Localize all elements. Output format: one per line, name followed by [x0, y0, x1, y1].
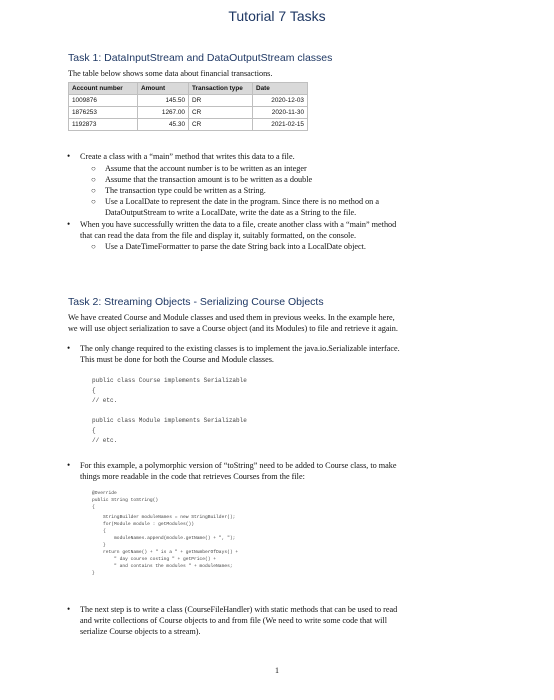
bullet-item	[67, 604, 398, 615]
page-title: Tutorial 7 Tasks	[228, 8, 326, 24]
circle-bullet-icon: ○	[91, 186, 96, 195]
bullet-continuation: serialize Course objects to a stream).	[80, 627, 201, 636]
bullet-continuation: that can read the data from the file and display it, suitably formatted, on the console.	[80, 231, 357, 240]
table-cell: 2020-11-30	[253, 107, 308, 119]
bullet-icon: •	[67, 460, 71, 470]
task2-intro-line: we will use object serialization to save a Course object (and its Modules) to file and retrieve it again.	[68, 324, 398, 333]
table-row	[69, 95, 308, 107]
task1-intro: The table below shows some data about financial transactions.	[68, 69, 273, 78]
bullet-continuation: and write collections of Course objects to and from file (We need to write some code that will	[80, 616, 387, 625]
sub-bullet-text: Use a LocalDate to represent the date in the program. Since there is no method on a	[105, 197, 379, 206]
table-row	[69, 119, 308, 131]
table-cell: 1876253	[69, 107, 138, 119]
task2-intro-line: We have created Course and Module classes and used them in previous weeks. In the example here,	[68, 313, 395, 322]
bullet-text: The next step is to write a class (CourseFileHandler) with static methods that can be used to read	[80, 605, 398, 614]
column-header: Account number	[69, 83, 138, 95]
bullet-text: For this example, a polymorphic version of “toString” need to be added to Course class, to make	[80, 461, 397, 470]
circle-bullet-icon: ○	[91, 197, 96, 206]
bullet-continuation: This must be done for both the Course and Module classes.	[80, 355, 274, 364]
sub-bullet-text: Assume that the account number is to be written as an integer	[105, 164, 307, 173]
sub-bullet-item	[91, 163, 307, 174]
bullet-item	[67, 151, 295, 162]
sub-bullet-text: Assume that the transaction amount is to be written as a double	[105, 175, 313, 184]
sub-bullet-continuation: DataOutputStream to write a LocalDate, write the date as a String to the file.	[105, 208, 357, 217]
table-cell: CR	[189, 107, 253, 119]
column-header: Transaction type	[189, 83, 253, 95]
column-header: Amount	[138, 83, 189, 95]
table-header-row	[69, 83, 308, 95]
table-cell: 145.50	[138, 95, 189, 107]
code-block-tostring-body: StringBuilder moduleNames = new StringBuilder(); for(Module module : getModules()) { moduleNames.append(module.getName() + ", "); } return getName() + " is a " + getNumberOfDays() + " day course costing " + getPrice() + " and contains the modules " + moduleNames; }	[92, 515, 239, 576]
sub-bullet-item	[91, 174, 313, 185]
table-cell: CR	[189, 119, 253, 131]
task2-heading: Task 2: Streaming Objects - Serializing Course Objects	[68, 296, 324, 308]
bullet-icon: •	[67, 604, 71, 614]
bullet-item	[67, 219, 397, 230]
code-block-tostring-signature: @Override public String toString() {	[92, 491, 159, 510]
sub-bullet-text: The transaction type could be written as a String.	[105, 186, 266, 195]
sub-bullet-item	[91, 241, 366, 252]
bullet-icon: •	[67, 219, 71, 229]
table-cell: 1267.00	[138, 107, 189, 119]
circle-bullet-icon: ○	[91, 164, 96, 173]
page-number: 1	[275, 666, 279, 675]
bullet-continuation: things more readable in the code that retrieves Courses from the file:	[80, 472, 305, 481]
code-block-serializable: public class Course implements Serializable { // etc. public class Module implements Serializable { // etc.	[92, 377, 247, 444]
task1-heading: Task 1: DataInputStream and DataOutputStream classes	[68, 52, 333, 64]
sub-bullet-text: Use a DateTimeFormatter to parse the date String back into a LocalDate object.	[105, 242, 366, 251]
column-header: Date	[253, 83, 308, 95]
bullet-text: The only change required to the existing classes is to implement the java.io.Serializable interface.	[80, 344, 400, 353]
circle-bullet-icon: ○	[91, 175, 96, 184]
sub-bullet-item	[91, 196, 379, 207]
bullet-text: Create a class with a “main” method that writes this data to a file.	[80, 152, 295, 161]
bullet-item	[67, 343, 400, 354]
bullet-item	[67, 460, 397, 471]
transactions-table	[68, 82, 308, 131]
bullet-text: When you have successfully written the data to a file, create another class with a “main” method	[80, 220, 397, 229]
table-cell: 45.30	[138, 119, 189, 131]
table-cell: DR	[189, 95, 253, 107]
bullet-icon: •	[67, 151, 71, 161]
table-cell: 2021-02-15	[253, 119, 308, 131]
circle-bullet-icon: ○	[91, 242, 96, 251]
table-cell: 1192873	[69, 119, 138, 131]
sub-bullet-item	[91, 185, 266, 196]
bullet-icon: •	[67, 343, 71, 353]
table-row	[69, 107, 308, 119]
table-cell: 1009876	[69, 95, 138, 107]
table-cell: 2020-12-03	[253, 95, 308, 107]
